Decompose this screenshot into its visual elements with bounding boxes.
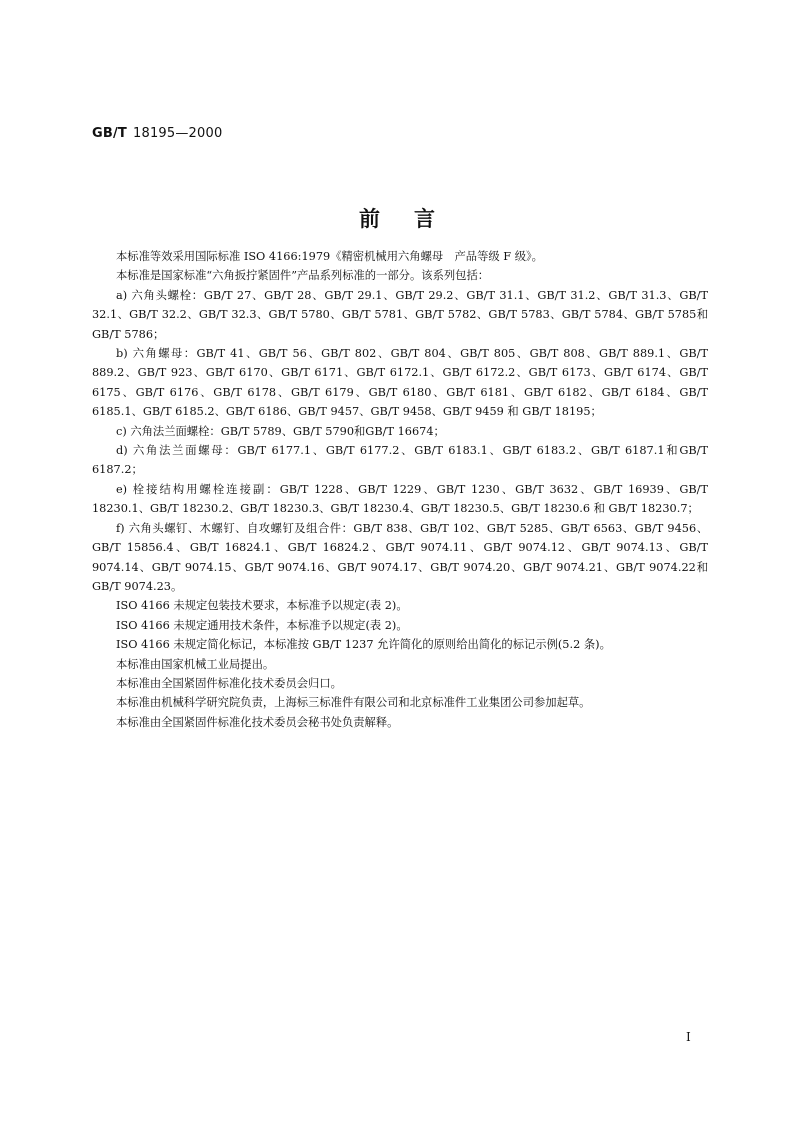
- paragraph-series-intro: 本标准是国家标准“六角扳拧紧固件”产品系列标准的一部分。该系列包括：: [116, 269, 490, 283]
- paragraph-interpretation: 本标准由全国紧固件标准化技术委员会秘书处负责解释。: [116, 715, 399, 729]
- list-item-c-flange-bolts: c) 六角法兰面螺栓：GB/T 5789、GB/T 5790和GB/T 16674；: [116, 424, 445, 438]
- list-item-b-hex-nuts: b) 六角螺母：GB/T 41、GB/T 56、GB/T 802、GB/T 804、GB/T 805、GB/T 808、GB/T 889.1、GB/T 889.2、GB/T 923、GB/T 6170、GB/T 6171、GB/T 6172.1、GB/T 6172.2、GB/T 6173、GB/T 6174、GB/T 6175、GB/T 6176、GB/T 6178、GB/T 6179、GB/T 6180、GB/T 6181、GB/T 6182、GB/T 6184、GB/T 6185.1、GB/T 6185.2、GB/T 6186、GB/T 9457、GB/T 9458、GB/T 9459 和 GB/T 18195；: [92, 347, 708, 419]
- foreword-body: [92, 247, 708, 732]
- paragraph-under-jurisdiction: 本标准由全国紧固件标准化技术委员会归口。: [116, 676, 342, 690]
- paragraph-marking: ISO 4166 未规定简化标记，本标准按 GB/T 1237 允许简化的原则给出简化的标记示例(5.2 条)。: [116, 638, 611, 652]
- running-header: [92, 126, 222, 141]
- paragraph-adoption: 本标准等效采用国际标准 ISO 4166:1979《精密机械用六角螺母 产品等级 F 级》。: [116, 250, 543, 263]
- list-item-d-flange-nuts: d) 六角法兰面螺母：GB/T 6177.1、GB/T 6177.2、GB/T 6183.1、GB/T 6183.2、GB/T 6187.1和GB/T 6187.2；: [92, 444, 708, 477]
- paragraph-packaging: ISO 4166 未规定包装技术要求，本标准予以规定(表 2)。: [116, 599, 408, 613]
- list-item-a-hex-bolts: a) 六角头螺栓：GB/T 27、GB/T 28、GB/T 29.1、GB/T 29.2、GB/T 31.1、GB/T 31.2、GB/T 31.3、GB/T 32.1、GB/T 32.2、GB/T 32.3、GB/T 5780、GB/T 5781、GB/T 5782、GB/T 5783、GB/T 5784、GB/T 5785和GB/T 5786；: [92, 288, 708, 341]
- header-std-prefix: GB/T: [92, 126, 127, 141]
- page-title: 前言: [359, 206, 469, 231]
- page-number: I: [686, 1030, 691, 1044]
- list-item-f-screws: f) 六角头螺钉、木螺钉、自攻螺钉及组合件：GB/T 838、GB/T 102、GB/T 5285、GB/T 6563、GB/T 9456、GB/T 15856.4、GB/T 16824.1、GB/T 16824.2、GB/T 9074.11、GB/T 9074.12、GB/T 9074.13、GB/T 9074.14、GB/T 9074.15、GB/T 9074.16、GB/T 9074.17、GB/T 9074.20、GB/T 9074.21、GB/T 9074.22和GB/T 9074.23。: [92, 521, 708, 593]
- header-std-code: 18195—2000: [133, 126, 223, 141]
- paragraph-proposed-by: 本标准由国家机械工业局提出。: [116, 657, 275, 671]
- paragraph-general-conditions: ISO 4166 未规定通用技术条件，本标准予以规定(表 2)。: [116, 618, 408, 632]
- paragraph-drafted-by: 本标准由机械科学研究院负责，上海标三标准件有限公司和北京标准件工业集团公司参加起草。: [116, 696, 591, 710]
- list-item-e-structural-bolting: e) 栓接结构用螺栓连接副：GB/T 1228、GB/T 1229、GB/T 1230、GB/T 3632、GB/T 16939、GB/T 18230.1、GB/T 18230.2、GB/T 18230.3、GB/T 18230.4、GB/T 18230.5、GB/T 18230.6 和 GB/T 18230.7；: [92, 482, 708, 516]
